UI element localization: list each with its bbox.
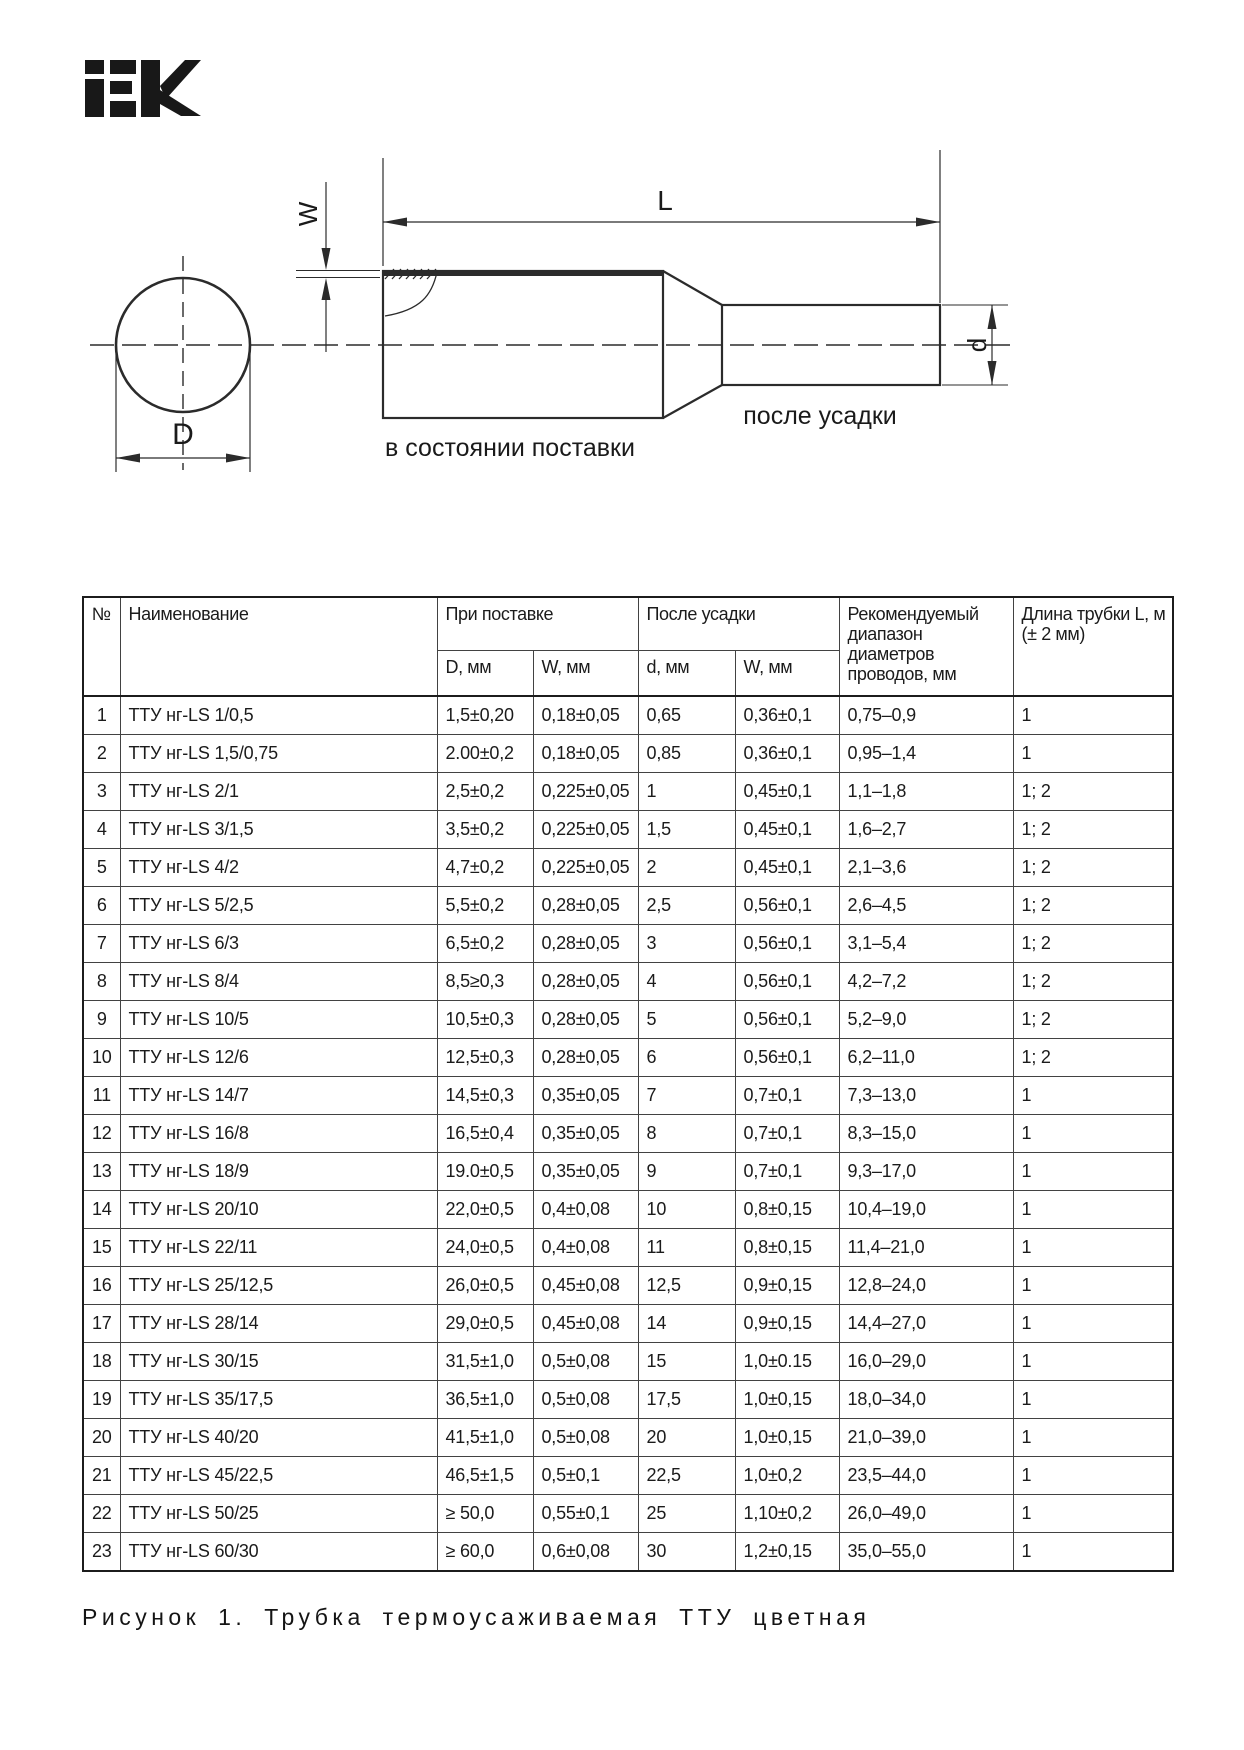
supply-wall: 0,55±0,1	[533, 1495, 638, 1533]
supply-wall: 0,5±0,08	[533, 1343, 638, 1381]
tube-length: 1; 2	[1013, 849, 1173, 887]
product-name: ТТУ нг-LS 2/1	[120, 773, 437, 811]
wire-range: 21,0–39,0	[839, 1419, 1013, 1457]
wire-range: 9,3–17,0	[839, 1153, 1013, 1191]
wire-range: 18,0–34,0	[839, 1381, 1013, 1419]
supply-diameter: 31,5±1,0	[437, 1343, 533, 1381]
table-row	[83, 1039, 1173, 1077]
table-row	[83, 849, 1173, 887]
shrunk-wall: 0,8±0,15	[735, 1229, 839, 1267]
spec-table-header	[83, 597, 1173, 696]
technical-drawing	[0, 0, 1244, 520]
supply-diameter: 16,5±0,4	[437, 1115, 533, 1153]
supply-diameter: 41,5±1,0	[437, 1419, 533, 1457]
supply-diameter: 8,5≥0,3	[437, 963, 533, 1001]
shrunk-wall: 0,56±0,1	[735, 1039, 839, 1077]
tube-length: 1	[1013, 1115, 1173, 1153]
shrunk-wall: 0,36±0,1	[735, 735, 839, 773]
supply-diameter: 2.00±0,2	[437, 735, 533, 773]
supply-wall: 0,45±0,08	[533, 1305, 638, 1343]
wire-range: 11,4–21,0	[839, 1229, 1013, 1267]
shrunk-diameter: 2,5	[638, 887, 735, 925]
tube-length: 1	[1013, 1229, 1173, 1267]
shrunk-wall: 0,7±0,1	[735, 1077, 839, 1115]
table-row	[83, 887, 1173, 925]
row-number: 19	[83, 1381, 120, 1419]
supply-wall: 0,6±0,08	[533, 1533, 638, 1572]
table-row	[83, 811, 1173, 849]
row-number: 20	[83, 1419, 120, 1457]
table-row	[83, 1229, 1173, 1267]
shrunk-wall: 0,7±0,1	[735, 1153, 839, 1191]
wire-range: 26,0–49,0	[839, 1495, 1013, 1533]
wire-range: 16,0–29,0	[839, 1343, 1013, 1381]
tube-length: 1; 2	[1013, 1039, 1173, 1077]
shrunk-diameter: 0,85	[638, 735, 735, 773]
row-number: 6	[83, 887, 120, 925]
tube-length: 1; 2	[1013, 773, 1173, 811]
label-diameter-shrunk: d	[962, 337, 992, 353]
row-number: 17	[83, 1305, 120, 1343]
header-tube-length: Длина трубки L, м (± 2 мм)	[1013, 597, 1173, 696]
supply-wall: 0,4±0,08	[533, 1191, 638, 1229]
header-supply-diameter: D, мм	[437, 651, 533, 697]
supply-wall: 0,225±0,05	[533, 773, 638, 811]
table-row	[83, 1381, 1173, 1419]
header-wire-range: Рекомендуемый диапазон диаметров проводов, мм	[839, 597, 1013, 696]
supply-diameter: 5,5±0,2	[437, 887, 533, 925]
product-name: ТТУ нг-LS 60/30	[120, 1533, 437, 1572]
supply-wall: 0,4±0,08	[533, 1229, 638, 1267]
shrunk-diameter: 14	[638, 1305, 735, 1343]
row-number: 10	[83, 1039, 120, 1077]
figure-caption: Рисунок 1. Трубка термоусаживаемая ТТУ цветная	[82, 1604, 871, 1630]
header-supply-group: При поставке	[437, 597, 638, 651]
supply-diameter: 36,5±1,0	[437, 1381, 533, 1419]
shrunk-wall: 0,56±0,1	[735, 925, 839, 963]
row-number: 21	[83, 1457, 120, 1495]
shrunk-wall: 0,56±0,1	[735, 1001, 839, 1039]
table-row	[83, 1343, 1173, 1381]
product-name: ТТУ нг-LS 20/10	[120, 1191, 437, 1229]
wire-range: 12,8–24,0	[839, 1267, 1013, 1305]
wire-range: 0,95–1,4	[839, 735, 1013, 773]
supply-wall: 0,5±0,1	[533, 1457, 638, 1495]
row-number: 4	[83, 811, 120, 849]
supply-wall: 0,5±0,08	[533, 1419, 638, 1457]
supply-wall: 0,225±0,05	[533, 849, 638, 887]
label-diameter-supply: D	[172, 418, 194, 451]
shrunk-diameter: 9	[638, 1153, 735, 1191]
table-row	[83, 773, 1173, 811]
tube-length: 1	[1013, 1077, 1173, 1115]
table-row	[83, 1001, 1173, 1039]
wire-range: 14,4–27,0	[839, 1305, 1013, 1343]
wire-range: 3,1–5,4	[839, 925, 1013, 963]
tube-length: 1	[1013, 1495, 1173, 1533]
table-row	[83, 1457, 1173, 1495]
shrunk-wall: 1,0±0,15	[735, 1381, 839, 1419]
table-row	[83, 1419, 1173, 1457]
tube-length: 1	[1013, 1381, 1173, 1419]
supply-diameter: 46,5±1,5	[437, 1457, 533, 1495]
label-supply-state: в состоянии поставки	[385, 434, 635, 462]
product-name: ТТУ нг-LS 40/20	[120, 1419, 437, 1457]
product-name: ТТУ нг-LS 28/14	[120, 1305, 437, 1343]
shrunk-diameter: 4	[638, 963, 735, 1001]
shrunk-diameter: 1,5	[638, 811, 735, 849]
supply-diameter: 19.0±0,5	[437, 1153, 533, 1191]
supply-wall: 0,28±0,05	[533, 963, 638, 1001]
wire-range: 8,3–15,0	[839, 1115, 1013, 1153]
supply-wall: 0,28±0,05	[533, 925, 638, 963]
supply-diameter: 4,7±0,2	[437, 849, 533, 887]
wire-range: 4,2–7,2	[839, 963, 1013, 1001]
table-row	[83, 1191, 1173, 1229]
spec-table-body	[83, 696, 1173, 1571]
supply-diameter: 2,5±0,2	[437, 773, 533, 811]
tube-length: 1	[1013, 1191, 1173, 1229]
row-number: 18	[83, 1343, 120, 1381]
product-name: ТТУ нг-LS 14/7	[120, 1077, 437, 1115]
supply-wall: 0,28±0,05	[533, 1039, 638, 1077]
table-row	[83, 696, 1173, 735]
wire-range: 1,1–1,8	[839, 773, 1013, 811]
shrunk-diameter: 1	[638, 773, 735, 811]
wire-range: 5,2–9,0	[839, 1001, 1013, 1039]
label-after-shrink: после усадки	[743, 402, 897, 430]
shrunk-diameter: 10	[638, 1191, 735, 1229]
shrunk-diameter: 11	[638, 1229, 735, 1267]
product-name: ТТУ нг-LS 5/2,5	[120, 887, 437, 925]
supply-wall: 0,5±0,08	[533, 1381, 638, 1419]
supply-diameter: 6,5±0,2	[437, 925, 533, 963]
shrunk-diameter: 22,5	[638, 1457, 735, 1495]
tube-length: 1	[1013, 1267, 1173, 1305]
shrunk-wall: 0,56±0,1	[735, 887, 839, 925]
supply-wall: 0,35±0,05	[533, 1115, 638, 1153]
tube-length: 1	[1013, 735, 1173, 773]
shrunk-wall: 1,0±0,15	[735, 1419, 839, 1457]
shrunk-diameter: 20	[638, 1419, 735, 1457]
wire-range: 0,75–0,9	[839, 696, 1013, 735]
cone-top	[663, 271, 722, 305]
supply-wall: 0,45±0,08	[533, 1267, 638, 1305]
shrunk-diameter: 0,65	[638, 696, 735, 735]
table-row	[83, 735, 1173, 773]
row-number: 2	[83, 735, 120, 773]
supply-wall: 0,28±0,05	[533, 887, 638, 925]
product-name: ТТУ нг-LS 25/12,5	[120, 1267, 437, 1305]
supply-diameter: 26,0±0,5	[437, 1267, 533, 1305]
supply-diameter: 12,5±0,3	[437, 1039, 533, 1077]
table-row	[83, 1153, 1173, 1191]
row-number: 5	[83, 849, 120, 887]
label-length: L	[657, 185, 673, 216]
wire-range: 2,1–3,6	[839, 849, 1013, 887]
shrunk-wall: 0,9±0,15	[735, 1267, 839, 1305]
tube-length: 1	[1013, 1457, 1173, 1495]
wire-range: 6,2–11,0	[839, 1039, 1013, 1077]
supply-diameter: 3,5±0,2	[437, 811, 533, 849]
tube-length: 1; 2	[1013, 1001, 1173, 1039]
shrunk-wall: 0,45±0,1	[735, 811, 839, 849]
wire-range: 35,0–55,0	[839, 1533, 1013, 1572]
row-number: 22	[83, 1495, 120, 1533]
header-number: №	[83, 597, 120, 696]
table-row	[83, 963, 1173, 1001]
tube-length: 1; 2	[1013, 963, 1173, 1001]
wire-range: 23,5–44,0	[839, 1457, 1013, 1495]
shrunk-wall: 1,0±0.15	[735, 1343, 839, 1381]
row-number: 23	[83, 1533, 120, 1572]
supply-diameter: ≥ 50,0	[437, 1495, 533, 1533]
supply-wall: 0,28±0,05	[533, 1001, 638, 1039]
supply-diameter: 1,5±0,20	[437, 696, 533, 735]
spec-table	[82, 596, 1174, 1572]
row-number: 3	[83, 773, 120, 811]
shrunk-diameter: 15	[638, 1343, 735, 1381]
product-name: ТТУ нг-LS 6/3	[120, 925, 437, 963]
row-number: 1	[83, 696, 120, 735]
row-number: 16	[83, 1267, 120, 1305]
tube-length: 1	[1013, 1419, 1173, 1457]
header-shrunk-diameter: d, мм	[638, 651, 735, 697]
shrunk-wall: 1,0±0,2	[735, 1457, 839, 1495]
wire-range: 10,4–19,0	[839, 1191, 1013, 1229]
product-name: ТТУ нг-LS 30/15	[120, 1343, 437, 1381]
shrunk-wall: 0,45±0,1	[735, 849, 839, 887]
shrunk-diameter: 6	[638, 1039, 735, 1077]
tube-length: 1; 2	[1013, 887, 1173, 925]
shrunk-diameter: 2	[638, 849, 735, 887]
shrunk-wall: 0,8±0,15	[735, 1191, 839, 1229]
shrunk-diameter: 7	[638, 1077, 735, 1115]
supply-diameter: 24,0±0,5	[437, 1229, 533, 1267]
product-name: ТТУ нг-LS 8/4	[120, 963, 437, 1001]
label-wall: W	[293, 201, 323, 227]
table-row	[83, 1305, 1173, 1343]
row-number: 7	[83, 925, 120, 963]
tube-length: 1; 2	[1013, 811, 1173, 849]
cone-bottom	[663, 385, 722, 418]
product-name: ТТУ нг-LS 10/5	[120, 1001, 437, 1039]
product-name: ТТУ нг-LS 1,5/0,75	[120, 735, 437, 773]
shrunk-diameter: 17,5	[638, 1381, 735, 1419]
table-row	[83, 1077, 1173, 1115]
tube-length: 1; 2	[1013, 925, 1173, 963]
table-row	[83, 925, 1173, 963]
product-name: ТТУ нг-LS 4/2	[120, 849, 437, 887]
tube-length: 1	[1013, 1305, 1173, 1343]
table-row	[83, 1267, 1173, 1305]
supply-wall: 0,35±0,05	[533, 1077, 638, 1115]
wire-range: 7,3–13,0	[839, 1077, 1013, 1115]
row-number: 12	[83, 1115, 120, 1153]
supply-diameter: 14,5±0,3	[437, 1077, 533, 1115]
shrunk-wall: 0,36±0,1	[735, 696, 839, 735]
wire-range: 2,6–4,5	[839, 887, 1013, 925]
row-number: 13	[83, 1153, 120, 1191]
row-number: 11	[83, 1077, 120, 1115]
table-row	[83, 1115, 1173, 1153]
product-name: ТТУ нг-LS 50/25	[120, 1495, 437, 1533]
shrunk-wall: 0,9±0,15	[735, 1305, 839, 1343]
shrunk-diameter: 30	[638, 1533, 735, 1572]
tube-length: 1	[1013, 1343, 1173, 1381]
shrunk-wall: 1,10±0,2	[735, 1495, 839, 1533]
tube-length: 1	[1013, 696, 1173, 735]
shrunk-wall: 1,2±0,15	[735, 1533, 839, 1572]
row-number: 8	[83, 963, 120, 1001]
header-shrink-group: После усадки	[638, 597, 839, 651]
shrunk-wall: 0,56±0,1	[735, 963, 839, 1001]
header-supply-wall: W, мм	[533, 651, 638, 697]
shrunk-diameter: 12,5	[638, 1267, 735, 1305]
product-name: ТТУ нг-LS 12/6	[120, 1039, 437, 1077]
shrunk-diameter: 3	[638, 925, 735, 963]
supply-wall: 0,18±0,05	[533, 696, 638, 735]
supply-wall: 0,18±0,05	[533, 735, 638, 773]
tube-length: 1	[1013, 1533, 1173, 1572]
supply-diameter: ≥ 60,0	[437, 1533, 533, 1572]
header-shrunk-wall: W, мм	[735, 651, 839, 697]
shrunk-diameter: 5	[638, 1001, 735, 1039]
product-name: ТТУ нг-LS 35/17,5	[120, 1381, 437, 1419]
row-number: 9	[83, 1001, 120, 1039]
shrunk-diameter: 8	[638, 1115, 735, 1153]
product-name: ТТУ нг-LS 45/22,5	[120, 1457, 437, 1495]
supply-diameter: 10,5±0,3	[437, 1001, 533, 1039]
table-row	[83, 1495, 1173, 1533]
row-number: 14	[83, 1191, 120, 1229]
shrunk-diameter: 25	[638, 1495, 735, 1533]
product-name: ТТУ нг-LS 18/9	[120, 1153, 437, 1191]
header-name: Наименование	[120, 597, 437, 696]
wire-range: 1,6–2,7	[839, 811, 1013, 849]
table-row	[83, 1533, 1173, 1572]
product-name: ТТУ нг-LS 3/1,5	[120, 811, 437, 849]
supply-diameter: 29,0±0,5	[437, 1305, 533, 1343]
shrunk-wall: 0,7±0,1	[735, 1115, 839, 1153]
supply-wall: 0,225±0,05	[533, 811, 638, 849]
row-number: 15	[83, 1229, 120, 1267]
tube-length: 1	[1013, 1153, 1173, 1191]
product-name: ТТУ нг-LS 1/0,5	[120, 696, 437, 735]
shrunk-wall: 0,45±0,1	[735, 773, 839, 811]
supply-wall: 0,35±0,05	[533, 1153, 638, 1191]
product-name: ТТУ нг-LS 22/11	[120, 1229, 437, 1267]
product-name: ТТУ нг-LS 16/8	[120, 1115, 437, 1153]
supply-diameter: 22,0±0,5	[437, 1191, 533, 1229]
